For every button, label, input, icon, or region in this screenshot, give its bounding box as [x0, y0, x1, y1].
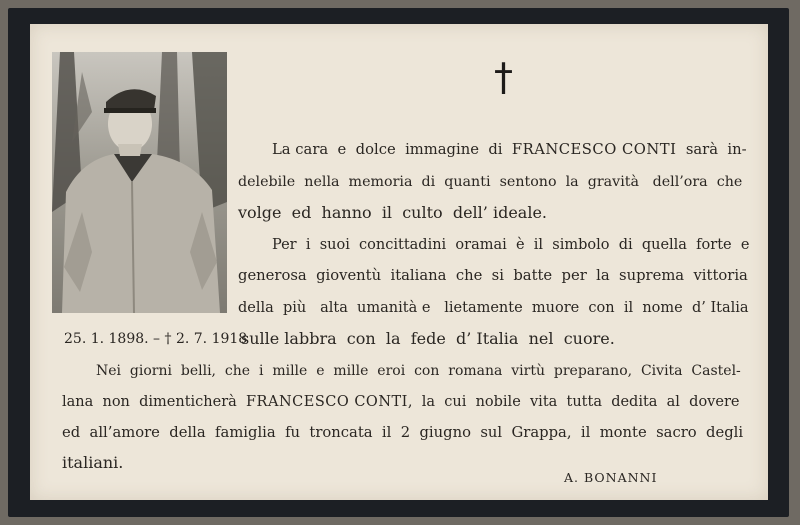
- text-line-8: Nei giorni belli, che i mille e mille eroi con romana virtù preparano, Civita Castel-: [96, 363, 741, 379]
- soldier-portrait: [52, 52, 227, 313]
- text-line-9: [62, 392, 739, 412]
- line-1-part-a: La cara e dolce immagine di: [272, 141, 512, 158]
- text-line-10: ed all’amore della famiglia fu troncata il 2 giugno sul Grappa, il monte sacro degli: [62, 424, 744, 441]
- cross-symbol: †: [494, 55, 513, 99]
- text-line-6: della più alta umanità e lietamente muore con il nome d’ Italia: [238, 300, 749, 316]
- text-line-7: sulle labbra con la fede d’ Italia nel cuore.: [241, 329, 615, 348]
- deceased-name-repeat: FRANCESCO CONTI: [246, 394, 408, 410]
- text-line-5: generosa gioventù italiana che si batte per la suprema vittoria: [238, 267, 748, 284]
- deceased-name: FRANCESCO CONTI: [511, 141, 677, 158]
- line-9-part-b: , la cui nobile vita tutta dedita al dovere: [407, 394, 740, 410]
- text-line-11: italiani.: [62, 453, 124, 472]
- memorial-card: [30, 24, 768, 500]
- signature: A. BONANNI: [564, 470, 658, 485]
- soldier-portrait-drawing: [52, 52, 227, 313]
- text-line-2: delebile nella memoria di quanti sentono la gravità dell’ora che: [238, 174, 743, 190]
- life-dates: 25. 1. 1898. – † 2. 7. 1918: [64, 331, 248, 347]
- line-1-part-b: sarà in-: [676, 141, 747, 158]
- text-line-4: Per i suoi concittadini oramai è il simbolo di quella forte e: [272, 237, 750, 253]
- text-line-3: volge ed hanno il culto dell’ ideale.: [238, 203, 547, 222]
- line-9-part-a: lana non dimenticherà: [62, 394, 246, 410]
- text-line-1: [272, 140, 747, 160]
